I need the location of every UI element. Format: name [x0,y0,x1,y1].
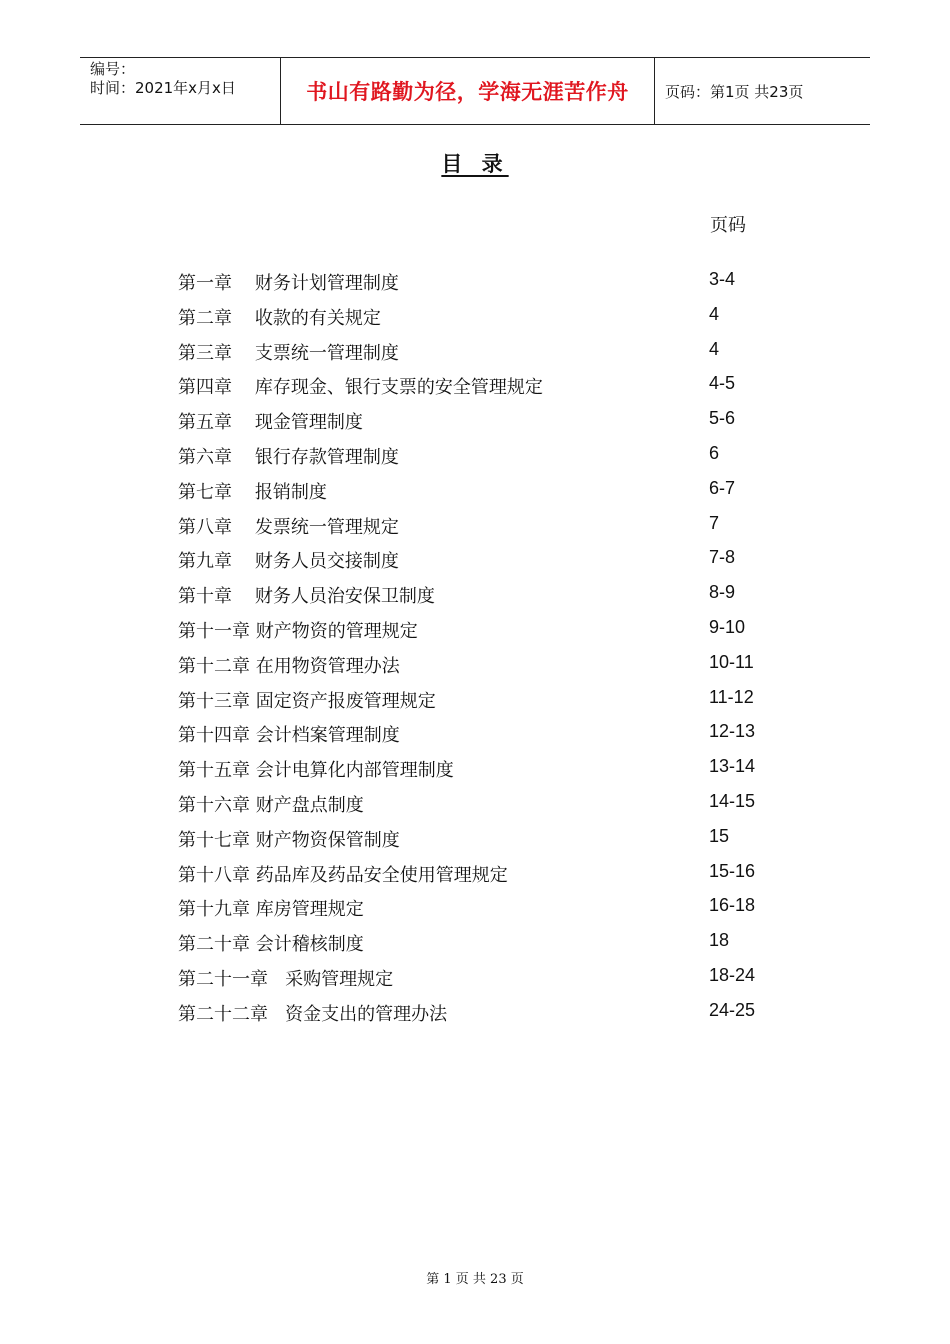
toc-chapter-title: 第十章 财务人员治安保卫制度 [178,586,435,608]
toc-chapter-title: 第七章 报销制度 [178,481,327,503]
toc-entry [178,265,778,300]
toc-page-range: 15 [709,825,730,846]
toc-page-range: 11-12 [709,686,754,707]
toc-entry [178,613,778,648]
toc-entry [178,717,778,752]
toc-chapter-title: 第一章 财务计划管理制度 [178,273,399,294]
header-motto: 书山有路勤为径，学海无涯苦作舟 [306,80,629,104]
time-label: 时间：2021年x月x日 [90,79,236,97]
toc-entry [178,822,778,857]
page-info-text: 页码：第1页 共23页 [665,82,804,101]
toc-entry [178,926,778,961]
toc-page-range: 9-10 [709,616,746,637]
toc-entry [178,891,778,926]
toc-chapter-title: 第十六章 财产盘点制度 [178,794,364,816]
toc-chapter-title: 第十三章 固定资产报废管理规定 [178,690,436,712]
toc-chapter-title: 第二十一章 采购管理规定 [178,968,394,990]
toc-entry [178,648,778,683]
toc-chapter-title: 第四章 库存现金、银行支票的安全管理规定 [178,377,543,399]
toc-entry [178,787,778,822]
toc-page-range: 14-15 [709,790,756,811]
header-motto-cell [281,58,655,124]
toc-entry [178,996,778,1031]
toc-chapter-title: 第三章 支票统一管理制度 [178,342,399,364]
page-title [0,148,950,178]
toc-page-range: 6-7 [709,477,736,498]
toc-chapter-title: 第十一章 财产物资的管理规定 [178,620,418,642]
toc-page-range: 7 [709,512,720,533]
page-header [80,57,870,125]
toc-chapter-title: 第十八章 药品库及药品安全使用管理规定 [178,864,508,886]
toc-page-range: 6 [709,442,720,463]
header-page-info [655,58,870,124]
toc-entry [178,474,778,509]
toc-entry [178,369,778,404]
toc-page-range: 12-13 [709,721,756,742]
toc-entry [178,439,778,474]
toc-entry [178,335,778,370]
toc-entry [178,509,778,544]
page-column-header: 页码 [710,215,746,236]
toc-entry [178,961,778,996]
toc-chapter-title: 第八章 发票统一管理规定 [178,516,399,538]
toc-page-range: 13-14 [709,756,756,777]
toc-chapter-title: 第二十二章 资金支出的管理办法 [178,1003,448,1025]
toc-page-range: 16-18 [709,895,756,916]
toc-entry [178,543,778,578]
toc-chapter-title: 第二章 收款的有关规定 [178,307,381,329]
toc-chapter-title: 第十四章 会计档案管理制度 [178,725,400,747]
toc-entry [178,752,778,787]
toc-page-range: 24-25 [709,999,756,1020]
toc-page-range: 8-9 [709,582,736,603]
toc-chapter-title: 第十七章 财产物资保管制度 [178,829,400,851]
toc-page-range: 10-11 [709,651,754,672]
toc-page-range: 4-5 [709,373,736,394]
toc-chapter-title: 第十五章 会计电算化内部管理制度 [178,760,454,782]
page-footer: 第 1 页 共 23 页 [426,1272,524,1287]
toc-page-range: 3-4 [709,269,736,289]
toc-entry [178,300,778,335]
toc-page-range: 15-16 [709,860,756,881]
toc-entry [178,857,778,892]
table-of-contents [178,265,778,1031]
toc-entry [178,578,778,613]
toc-page-range: 18-24 [709,964,756,985]
toc-chapter-title: 第五章 现金管理制度 [178,412,363,434]
toc-page-range: 4 [709,338,720,359]
toc-page-range: 5-6 [709,408,736,429]
toc-chapter-title: 第十九章 库房管理规定 [178,899,364,921]
toc-chapter-title: 第二十章 会计稽核制度 [178,934,364,956]
toc-chapter-title: 第九章 财务人员交接制度 [178,551,399,573]
toc-entry [178,404,778,439]
serial-label: 编号： [90,60,136,78]
toc-page-range: 7-8 [709,547,736,568]
toc-chapter-title: 第十二章 在用物资管理办法 [178,655,400,677]
toc-page-range: 4 [709,303,720,324]
header-meta [80,58,281,124]
toc-chapter-title: 第六章 银行存款管理制度 [178,446,399,468]
title-text: 目 录 [441,152,509,176]
toc-page-range: 18 [709,930,730,951]
toc-entry [178,683,778,718]
